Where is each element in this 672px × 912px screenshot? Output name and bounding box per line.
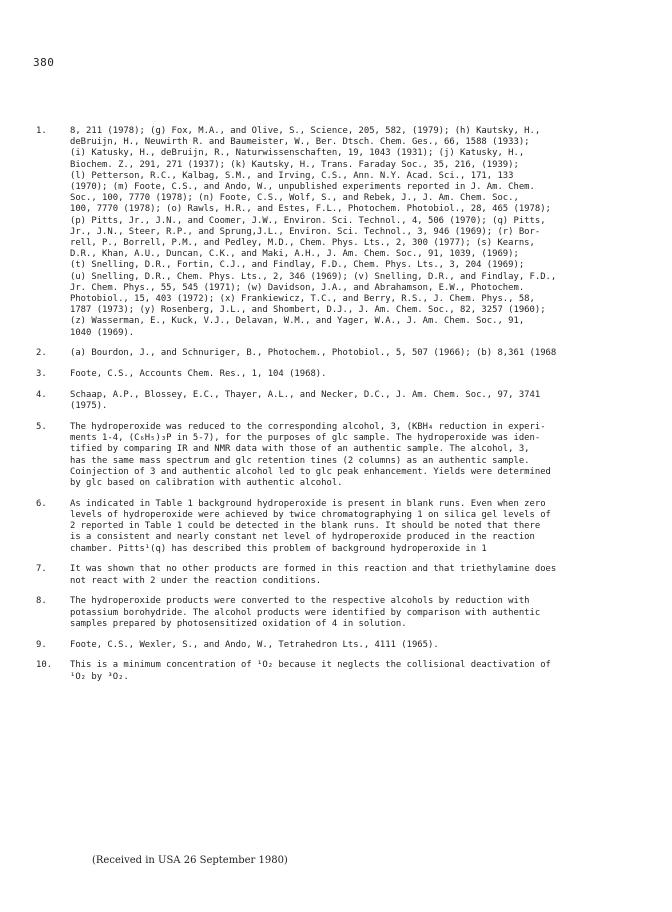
note-text: (a) Bourdon, J., and Schnuriger, B., Photochem., Photobiol., 5, 507 (1966); (b) 8,361 (1968 xyxy=(70,348,557,359)
reference-notes xyxy=(36,126,652,692)
note-text: As indicated in Table 1 background hydroperoxide is present in blank runs. Even when zero levels of hydroperoxide were achieved by twice chromatographying 1 on silica gel levels of 2 reported in Table 1 could be detected in the blank runs. It should be noted that there is a consistent and nearly constant net level of hydroperoxide produced in the reaction chamber. Pitts¹(q) has described this problem of background hydroperoxide in 1 xyxy=(70,498,551,554)
note-number: 6. xyxy=(36,498,47,509)
note-10 xyxy=(36,660,652,682)
note-text: Foote, C.S., Wexler, S., and Ando, W., Tetrahedron Lts., 4111 (1965). xyxy=(70,639,439,650)
note-number: 8. xyxy=(36,596,47,607)
note-8 xyxy=(36,596,652,630)
note-number: 2. xyxy=(36,348,47,359)
note-text: 8, 211 (1978); (g) Fox, M.A., and Olive, S., Science, 205, 582, (1979); (h) Kautsky, H., deBruijn, H., Neuwirth R. and Baumeister, W., Ber. Dtsch. Chem. Ges., 66, 1588 (1933); (i) Katusky, H., deBruijn, R., Naturwissenschaften, 19, 1043 (1931); (j) Katusky, H., Biochem. Z., 291, 271 (1937); (k) Kautsky, H., Trans. Faraday Soc., 35, 216, (1939); (l) Petterson, R.C., Kalbag, S.M., and Irving, C.S., Ann. N.Y. Acad. Sci., 171, 133 (1970); (m) Foote, C.S., and Ando, W., unpublished experiments reported in J. Am. Chem. Soc., 100, 7770 (1978); (n) Foote, C.S., Wolf, S., and Rebek, J., J. Am. Chem. Soc., 100, 7770 (1978); (o) Rawls, H.R., and Estes, F.L., Photochem. Photobiol., 28, 465 (1978); (p) Pitts, Jr., J.N., and Coomer, J.W., Environ. Sci. Technol., 4, 506 (1970); (q) Pitts, Jr., J.N., Steer, R.P., and Sprung,J.L., Environ. Sci. Technol., 3, 946 (1969); (r) Bor- rell, P., Borrell, P.M., and Pedley, M.D., Chem. Phys. Lts., 2, 300 (1977); (s) Kearns, D.R., Khan, A.U., Duncan, C.K., and Maki, A.H., J. Am. Chem. Soc., 91, 1039, (1969); (t) Snelling, D.R., Fortin, C.J., and Findlay, F.D., Chem. Phys. Lts., 3, 204 (1969); (u) Snelling, D.R., Chem. Phys. Lts., 2, 346 (1969); (v) Snelling, D.R., and Findlay, F.D., Jr. Chem. Phys., 55, 545 (1971); (w) Davidson, J.A., and Abrahamson, E.W., Photochem. Photobiol., 15, 403 (1972); (x) Frankiewicz, T.C., and Berry, R.S., J. Chem. Phys., 58, 1787 (1973); (y) Rosenberg, J.L., and Shombert, D.J., J. Am. Chem. Soc., 82, 3257 (1960); (z) Wasserman, E., Kuck, V.J., Delavan, W.M., and Yager, W.A., J. Am. Chem. Soc., 91, 1040 (1969). xyxy=(70,126,557,338)
note-text: This is a minimum concentration of ¹O₂ because it neglects the collisional deactivation of ¹O₂ by ³O₂. xyxy=(70,660,551,682)
note-number: 1. xyxy=(36,126,47,136)
note-text: The hydroperoxide products were converted to the respective alcohols by reduction with potassium borohydride. The alcohol products were identified by comparison with authentic samples prepared by photosensitized oxidation of 4 in solution. xyxy=(70,596,541,629)
page-number: 380 xyxy=(33,56,55,69)
received-date: (Received in USA 26 September 1980) xyxy=(92,855,288,866)
note-4 xyxy=(36,390,652,412)
note-text: Foote, C.S., Accounts Chem. Res., 1, 104 (1968). xyxy=(70,369,327,380)
note-2 xyxy=(36,348,652,359)
note-number: 5. xyxy=(36,422,47,433)
note-3 xyxy=(36,369,652,380)
note-number: 3. xyxy=(36,369,47,380)
note-text: The hydroperoxide was reduced to the corresponding alcohol, 3, (KBH₄ reduction in experi- ments 1-4, (C₆H₅)₃P in 5-7), for the purposes of glc sample. The hydroperoxide was iden- tified by comparing IR and NMR data with those of an authentic sample. The alcohol, 3, has the same mass spectrum and glc retention tines (2 columns) as an authentic sample. Coinjection of 3 and authentic alcohol led to glc peak enhancement. Yields were determined by glc based on calibration with authentic alcohol. xyxy=(70,422,551,489)
note-number: 4. xyxy=(36,390,47,401)
note-number: 10. xyxy=(36,660,53,671)
note-7 xyxy=(36,564,652,586)
note-number: 9. xyxy=(36,639,47,650)
note-9 xyxy=(36,640,652,651)
note-text: It was shown that no other products are formed in this reaction and that triethylamine does not react with 2 under the reaction conditions. xyxy=(70,564,557,586)
note-number: 7. xyxy=(36,564,47,575)
note-text: Schaap, A.P., Blossey, E.C., Thayer, A.L., and Necker, D.C., J. Am. Chem. Soc., 97, 3741 (1975). xyxy=(70,390,541,412)
note-5 xyxy=(36,422,652,489)
note-6 xyxy=(36,499,652,555)
note-1 xyxy=(36,126,652,339)
